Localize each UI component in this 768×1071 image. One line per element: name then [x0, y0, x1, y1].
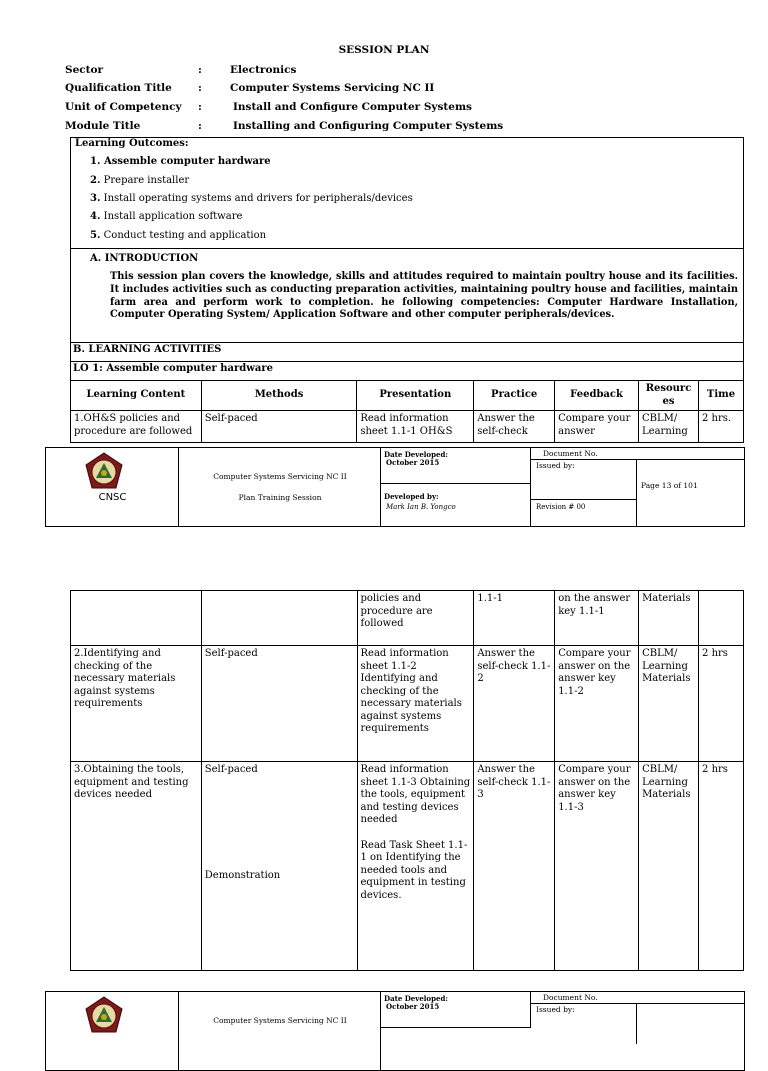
field-sep: : [198, 120, 202, 132]
cell-method [201, 762, 357, 971]
footer-date-label: Date Developed: [384, 994, 448, 1003]
footer-date-cell [381, 992, 531, 1028]
activities-table-top [70, 380, 744, 443]
footer-logo-cell [46, 992, 179, 1070]
page-title: SESSION PLAN [338, 44, 430, 56]
table-row [71, 762, 744, 971]
cell-practice: Answer the self-check 1.1-3 [474, 762, 555, 971]
footer-page-cell [637, 460, 744, 526]
footer-revision-cell [531, 500, 637, 526]
activities-table-continued [70, 590, 744, 971]
cell-feedback: Compare your answer [555, 411, 639, 443]
col-feedback: Feedback [555, 381, 639, 411]
col-learning-content: Learning Content [71, 381, 202, 411]
footer-page: Page 13 of 101 [641, 481, 698, 490]
outcome-item: 2. Prepare installer [90, 175, 190, 186]
footer-docno-cell [531, 448, 744, 460]
outcome-item: 5. Conduct testing and application [90, 230, 267, 241]
page-footer [45, 447, 745, 527]
learning-activities-heading: B. LEARNING ACTIVITIES [73, 344, 222, 355]
footer-logo-cell [46, 448, 179, 526]
footer-revision: Revision # 00 [536, 503, 586, 511]
footer-docno-cell [531, 992, 744, 1004]
presentation-info: Read information sheet 1.1-3 Obtaining the tools, equipment and testing devices needed [360, 764, 471, 825]
col-methods: Methods [201, 381, 357, 411]
cell-time: 2 hrs. [698, 411, 743, 443]
table-row [71, 591, 744, 646]
footer-qualification: Computer Systems Servicing NC II [213, 472, 347, 481]
footer-dev-value: Mark Ian B. Yongco [386, 503, 456, 511]
cell-presentation: policies and procedure are followed [357, 591, 474, 646]
field-module-label: Module Title [65, 120, 141, 132]
footer-issued: Issued by: [536, 1005, 575, 1014]
cell-resources: CBLM/ Learning Materials [639, 762, 699, 971]
field-module-value: Installing and Configuring Computer Systems [233, 120, 504, 132]
footer-date-value: October 2015 [386, 458, 440, 467]
cell-practice: Answer the self-check 1.1-2 [474, 646, 555, 762]
outcome-item: 3. Install operating systems and drivers for peripherals/devices [90, 193, 413, 204]
footer-date-cell [381, 448, 531, 484]
col-practice: Practice [474, 381, 555, 411]
learning-outcomes-heading: Learning Outcomes: [75, 138, 189, 149]
cell-time: 2 hrs [699, 646, 744, 762]
cell-method [201, 591, 357, 646]
footer-issued: Issued by: [536, 461, 575, 470]
cell-presentation: Read information sheet 1.1-2 Identifying and checking of the necessary materials against systems requirements [357, 646, 474, 762]
method-self-paced: Self-paced [204, 764, 258, 775]
field-sep: : [198, 64, 202, 76]
field-qualification-value: Computer Systems Servicing NC II [230, 82, 435, 94]
cell-content: 3.Obtaining the tools, equipment and testing devices needed [71, 762, 202, 971]
footer-date-label: Date Developed: [384, 450, 448, 459]
cell-practice: 1.1-1 [474, 591, 555, 646]
field-unit-value: Install and Configure Computer Systems [233, 101, 472, 113]
field-sep: : [198, 82, 202, 94]
cell-resources: Materials [639, 591, 699, 646]
cell-practice: Answer the self-check [474, 411, 555, 443]
field-unit-label: Unit of Competency [65, 101, 182, 113]
cell-feedback: Compare your answer on the answer key 1.1-2 [555, 646, 639, 762]
cell-resources: CBLM/ Learning [639, 411, 699, 443]
cell-content: 1.OH&S policies and procedure are followed [71, 411, 202, 443]
table-row [71, 646, 744, 762]
cell-content [71, 591, 202, 646]
cell-presentation: Read information sheet 1.1-1 OH&S [357, 411, 474, 443]
cell-presentation [357, 762, 474, 971]
page-footer [45, 991, 745, 1071]
lo-heading: LO 1: Assemble computer hardware [73, 363, 274, 374]
cell-feedback: on the answer key 1.1-1 [555, 591, 639, 646]
footer-org: CNSC [98, 492, 127, 503]
cell-resources: CBLM/ Learning Materials [639, 646, 699, 762]
footer-docno: Document No. [543, 449, 598, 458]
field-sector-label: Sector [65, 64, 104, 76]
footer-issued-cell [531, 460, 637, 500]
cell-content: 2.Identifying and checking of the necessary materials against systems requirements [71, 646, 202, 762]
presentation-task: Read Task Sheet 1.1-1 on Identifying the needed tools and equipment in testing devices. [360, 839, 468, 901]
footer-plan: Plan Training Session [238, 493, 322, 502]
field-sep: : [198, 101, 202, 113]
footer-title-cell [179, 992, 381, 1070]
table-row [71, 411, 744, 443]
footer-dev-label: Developed by: [384, 492, 439, 501]
introduction-body: This session plan covers the knowledge, skills and attitudes required to maintain poultry house and its facilities. It includes activities such as conducting preparation activities, maintaining poultry house and facilities, maintain farm area and perform work to completion. he following competencies: Computer Hardware Installation, Computer Operating System/ Application Software and other computer peripherals/devices. [110, 271, 738, 321]
cell-feedback: Compare your answer on the answer key 1.1-3 [555, 762, 639, 971]
footer-dev-cell [381, 484, 531, 526]
cell-method: Self-paced [201, 646, 357, 762]
cnsc-seal-icon [84, 996, 124, 1034]
method-demonstration: Demonstration [204, 869, 281, 881]
footer-docno: Document No. [543, 993, 598, 1002]
col-presentation: Presentation [357, 381, 474, 411]
field-sector-value: Electronics [230, 64, 297, 76]
footer-qualification: Computer Systems Servicing NC II [213, 1016, 347, 1025]
outcome-item: 4. Install application software [90, 211, 243, 222]
col-resources: Resourc es [639, 381, 699, 411]
cell-method: Self-paced [201, 411, 357, 443]
footer-title-cell [179, 448, 381, 526]
cell-time [699, 591, 744, 646]
outcome-item: 1. Assemble computer hardware [90, 156, 271, 167]
cell-time: 2 hrs [699, 762, 744, 971]
col-time: Time [698, 381, 743, 411]
introduction-heading: A. INTRODUCTION [90, 253, 199, 264]
field-qualification-label: Qualification Title [65, 82, 172, 94]
footer-issued-cell [531, 1004, 637, 1044]
footer-date-value: October 2015 [386, 1002, 440, 1011]
cnsc-seal-icon [84, 452, 124, 490]
